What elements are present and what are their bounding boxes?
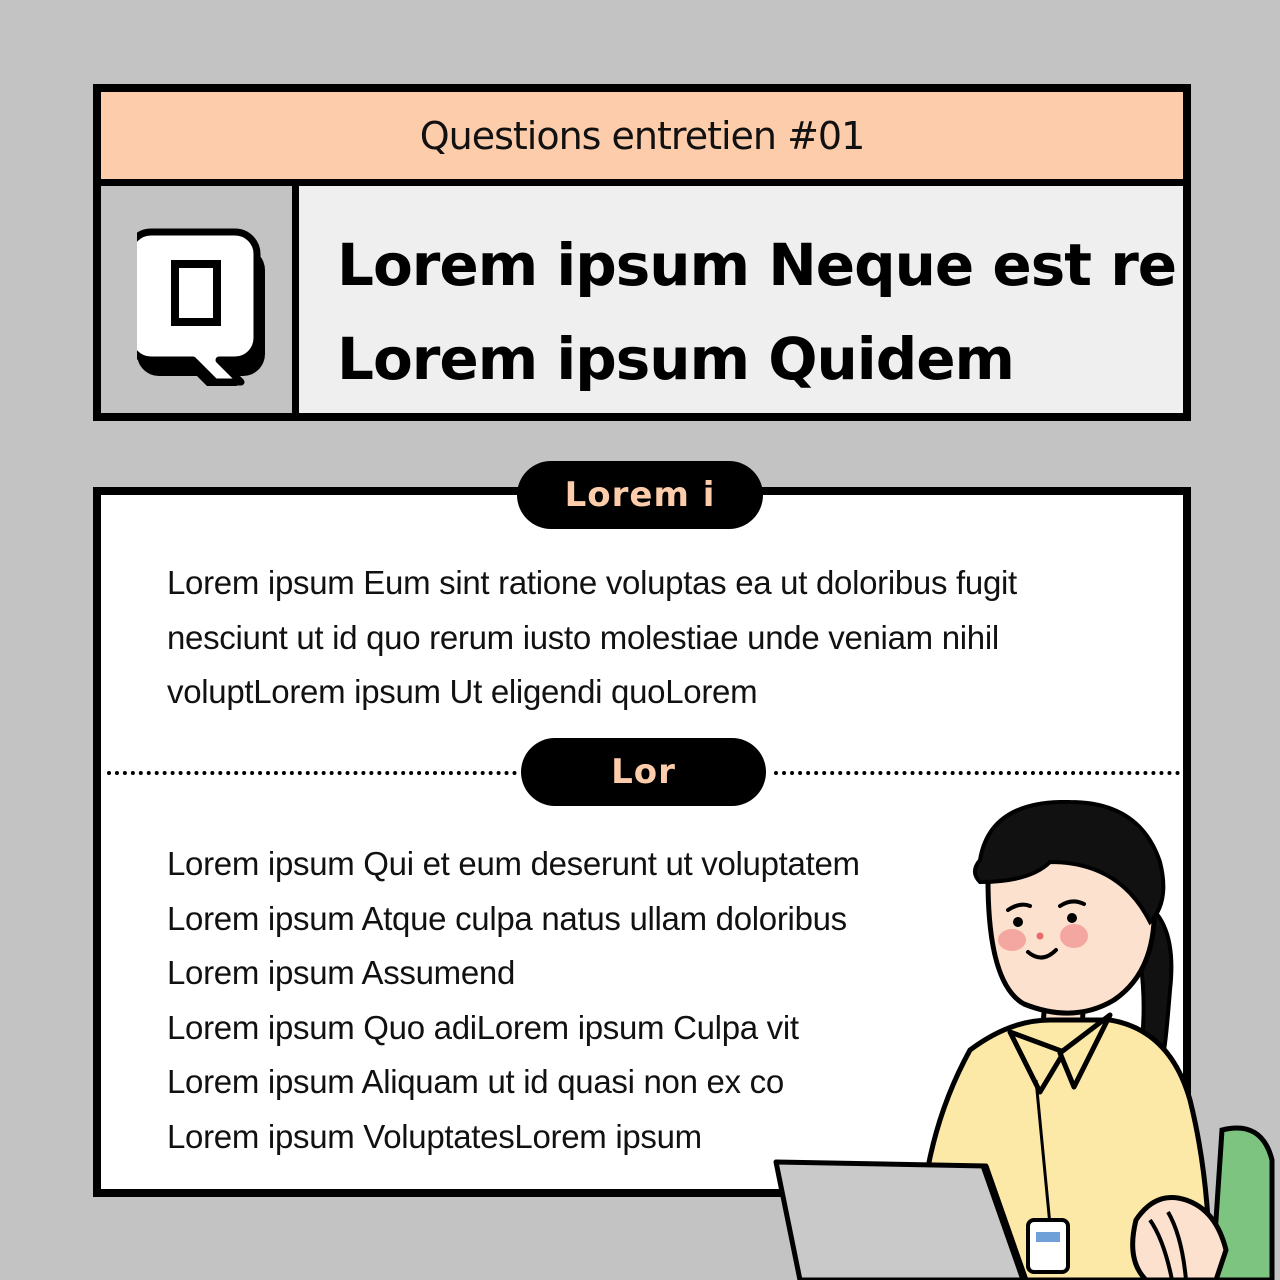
list-item: Lorem ipsum Quo adiLorem ipsum Culpa vit xyxy=(167,1008,799,1046)
dotted-divider-left xyxy=(107,771,517,775)
dotted-divider-right xyxy=(774,771,1180,775)
paragraph-line: Lorem ipsum Eum sint ratione voluptas ea ut doloribus fugit xyxy=(167,564,1017,601)
woman-at-laptop-illustration xyxy=(770,800,1280,1280)
list-item: Lorem ipsum Atque culpa natus ullam doloribus xyxy=(167,899,847,937)
title-line-1: Lorem ipsum Neque est re xyxy=(337,231,1177,299)
section-label-2: Lor xyxy=(521,738,766,806)
title-cell xyxy=(299,186,1183,413)
list-item: Lorem ipsum Qui et eum deserunt ut voluptatem xyxy=(167,845,860,882)
list-item: Lorem ipsum Assumend xyxy=(167,954,515,992)
paragraph-line: nesciunt ut id quo rerum iusto molestiae unde veniam nihil xyxy=(167,618,999,656)
q-icon xyxy=(137,226,267,386)
paragraph-line: voluptLorem ipsum Ut eligendi quoLorem xyxy=(167,673,758,710)
section-label-1: Lorem i xyxy=(517,461,763,529)
banner-text: Questions entretien #01 xyxy=(419,113,865,158)
list-item: Lorem ipsum Aliquam ut id quasi non ex co xyxy=(167,1063,784,1101)
header-banner xyxy=(101,92,1183,186)
list-item: Lorem ipsum VoluptatesLorem ipsum xyxy=(167,1117,702,1155)
icon-cell xyxy=(101,186,299,413)
header-card xyxy=(93,84,1191,421)
paragraph xyxy=(167,556,1147,720)
title-line-2: Lorem ipsum Quidem xyxy=(337,325,1014,393)
